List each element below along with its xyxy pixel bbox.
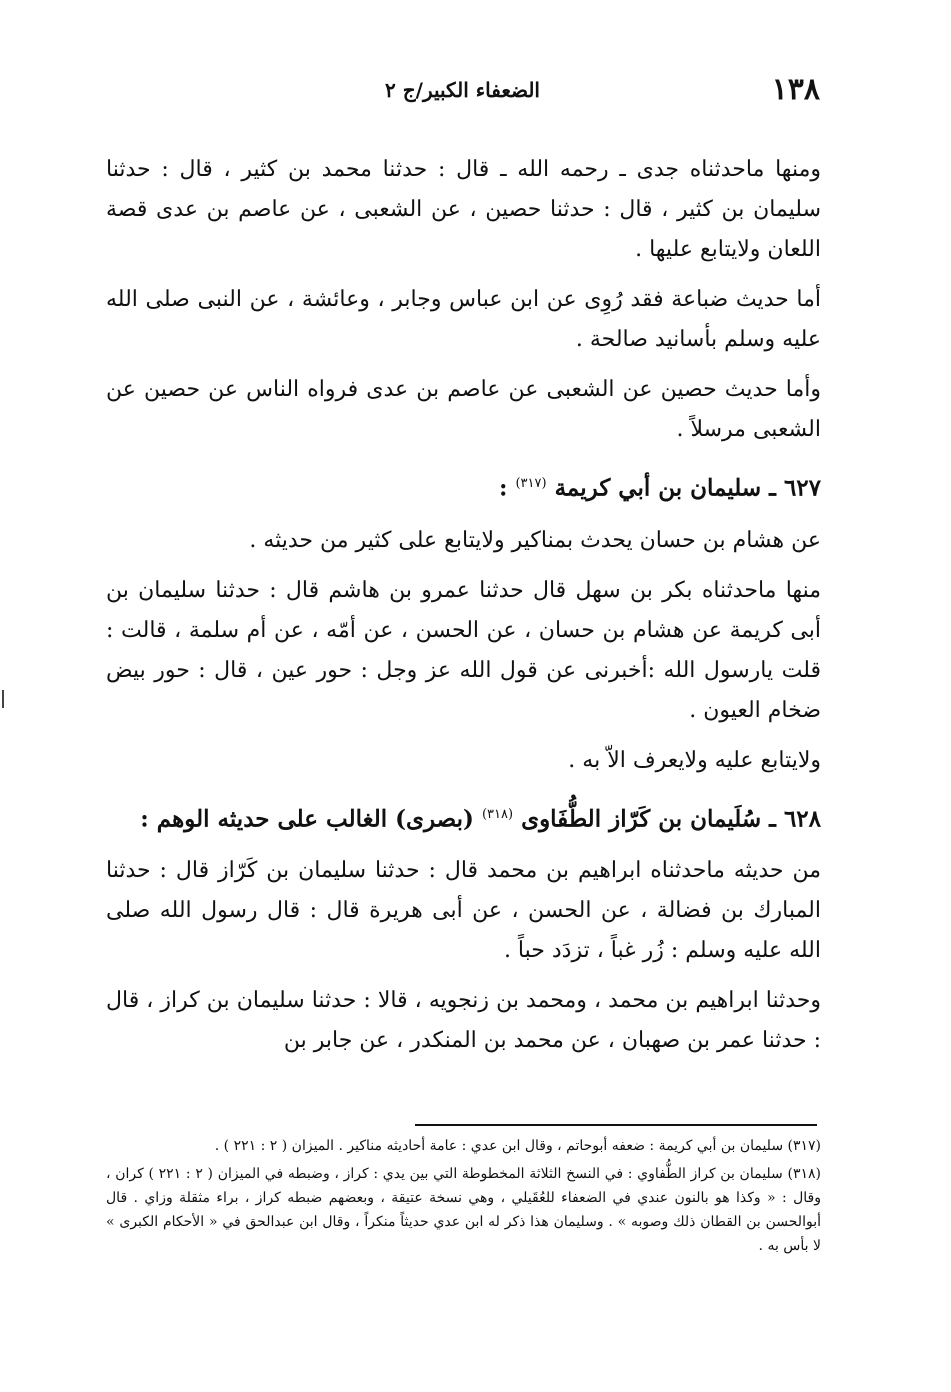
paragraph: ومنها ماحدثناه جدى ـ رحمه الله ـ قال : حدثنا محمد بن كثير ، قال : حدثنا سليمان بن كثير ، قال : حدثنا حصين ، عن الشعبى ، عن عاصم بن عدى قصة اللعان ولايتابع عليها . xyxy=(106,157,821,262)
entry-heading-628 xyxy=(106,795,821,840)
footnote-ref: (٣١٧) xyxy=(515,476,547,491)
footnote-ref: (٣١٨) xyxy=(481,806,514,822)
paragraph: عن هشام بن حسان يحدث بمناكير ولايتابع على كثير من حديثه . xyxy=(249,527,821,553)
page-number: ١٣٨ xyxy=(771,72,820,107)
footnote: (٣١٧) سليمان بن أبي كريمة : ضعفه أبوحاتم ، وقال ابن عدي : عامة أحاديثه مناكير . الميزان ( ٢ : ٢٢١ ) . xyxy=(214,1138,821,1154)
scan-margin-mark xyxy=(2,690,4,708)
running-title: الضعفاء الكبير/ج ٢ xyxy=(385,78,540,102)
paragraph: وحدثنا ابراهيم بن محمد ، ومحمد بن زنجويه ، قالا : حدثنا سليمان بن كراز ، قال : حدثنا عمر بن صهبان ، عن محمد بن المنكدر ، عن جابر بن xyxy=(106,988,821,1054)
paragraph: أما حديث ضباعة فقد رُوِى عن ابن عباس وجابر ، وعائشة ، عن النبى صلى الله عليه وسلم بأسانيد صالحة . xyxy=(106,287,821,352)
main-text xyxy=(106,150,821,1071)
footnotes xyxy=(106,1134,821,1262)
page-header xyxy=(105,72,820,112)
paragraph: وأما حديث حصين عن الشعبى عن عاصم بن عدى فرواه الناس عن حصين عن الشعبى مرسلاً . xyxy=(106,377,821,442)
footnote: (٣١٨) سليمان بن كراز الطُّفاوي : في النسخ الثلاثة المخطوطة التي بين يدي : كراز ، وضبطه في الميزان ( ٢ : ٢٢١ ) كران ، وقال : « وكذا هو بالنون عندي في الضعفاء للعُقَيلي ، وهي نسخة عتيقة ، وبعضهم ضبطه كراز ، براء مثقلة وزاي . قال أبوالحسن بن القطان ذلك وصوبه » . وسليمان هذا ذكر له ابن عدي حديثاً منكراً ، وقال ابن عبدالحق في « الأحكام الكبرى » لا بأس به . xyxy=(106,1166,821,1254)
footnote-divider xyxy=(415,1124,817,1126)
entry-title: ٦٢٧ ـ سليمان بن أبي كريمة xyxy=(554,474,821,502)
paragraph: منها ماحدثناه بكر بن سهل قال حدثنا عمرو بن هاشم قال : حدثنا سليمان بن أبى كريمة عن هشام بن حسان ، عن الحسن ، عن أمّه ، عن أم سلمة ، قالت : قلت يارسول الله :أخبرنى عن قول الله عز وجل : حور عين ، قال : حور بيض ضخام العيون . xyxy=(106,577,821,723)
entry-heading-627 xyxy=(106,464,821,509)
entry-colon: : xyxy=(498,474,508,502)
entry-description: (بصرى) الغالب على حديثه الوهم : xyxy=(140,805,474,833)
paragraph: ولايتابع عليه ولايعرف الاّ به . xyxy=(568,747,821,773)
paragraph: من حديثه ماحدثناه ابراهيم بن محمد قال : حدثنا سليمان بن كَرّاز قال : حدثنا المبارك بن فضالة ، عن الحسن ، عن أبى هريرة قال : قال رسول الله صلى الله عليه وسلم : زُر غباً ، تزدَد حباً . xyxy=(106,858,821,964)
entry-title: ٦٢٨ ـ سُلَيمان بن كَرّاز الطُّفَاوى xyxy=(521,805,821,833)
